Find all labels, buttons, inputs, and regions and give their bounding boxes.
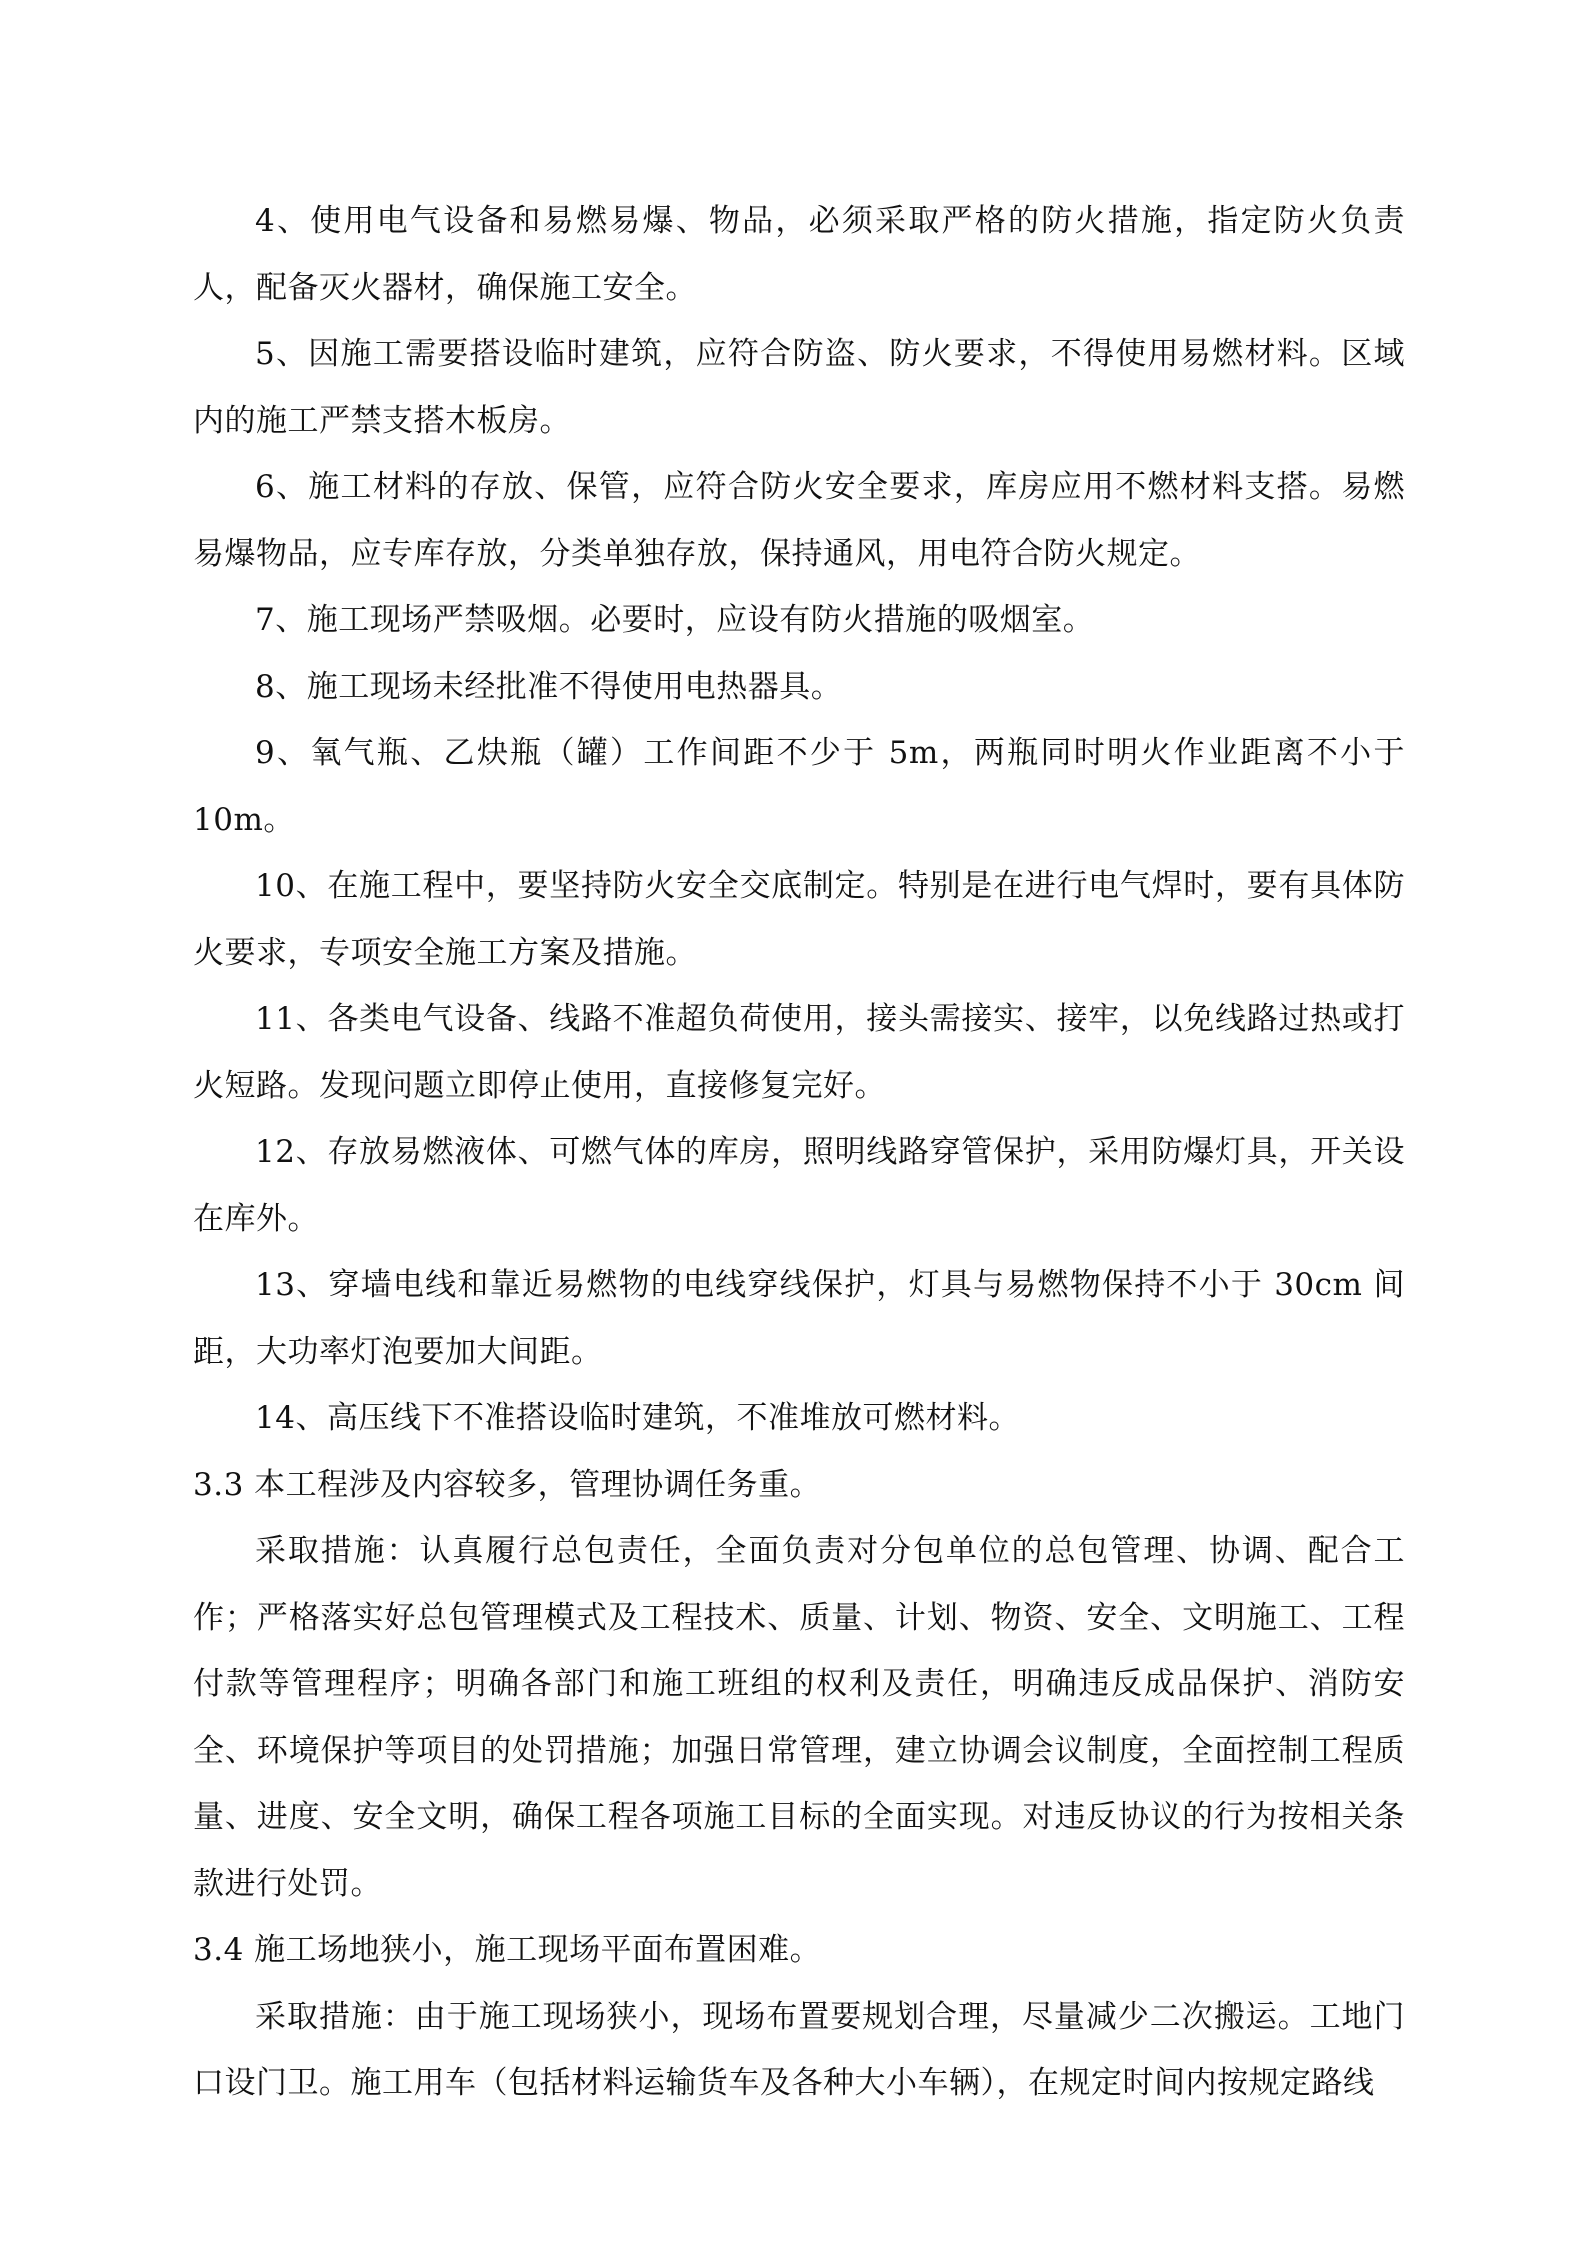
paragraph-fire-item-6: 6、施工材料的存放、保管，应符合防火安全要求，库房应用不燃材料支搭。易燃易爆物品，应专库存放，分类单独存放，保持通风，用电符合防火规定。 xyxy=(193,469,1405,572)
paragraph-fire-item-10: 10、在施工程中，要坚持防火安全交底制定。特别是在进行电气焊时，要有具体防火要求，专项安全施工方案及措施。 xyxy=(193,868,1405,971)
paragraph-fire-item-12: 12、存放易燃液体、可燃气体的库房，照明线路穿管保护，采用防爆灯具，开关设在库外。 xyxy=(193,1134,1405,1237)
paragraph-fire-item-13: 13、穿墙电线和靠近易燃物的电线穿线保护，灯具与易燃物保持不小于 30cm 间距，大功率灯泡要加大间距。 xyxy=(193,1267,1405,1370)
document-page xyxy=(193,188,1405,2117)
paragraph-fire-item-8: 8、施工现场未经批准不得使用电热器具。 xyxy=(255,668,843,705)
paragraph-fire-item-11: 11、各类电气设备、线路不准超负荷使用，接头需接实、接牢，以免线路过热或打火短路。发现问题立即停止使用，直接修复完好。 xyxy=(193,1001,1405,1104)
paragraph-measures-3-4: 采取措施：由于施工现场狭小，现场布置要规划合理，尽量减少二次搬运。工地门口设门卫。施工用车（包括材料运输货车及各种大小车辆），在规定时间内按规定路线 xyxy=(193,1998,1405,2101)
section-heading-3-4: 3.4 施工场地狭小，施工现场平面布置困难。 xyxy=(193,1932,822,1968)
paragraph-fire-item-14: 14、高压线下不准搭设临时建筑，不准堆放可燃材料。 xyxy=(255,1400,1020,1436)
paragraph-fire-item-9: 9、氧气瓶、乙炔瓶（罐）工作间距不少于 5m，两瓶同时明火作业距离不小于 10m。 xyxy=(193,735,1405,838)
paragraph-fire-item-4: 4、使用电气设备和易燃易爆、物品，必须采取严格的防火措施，指定防火负责人，配备灭火器材，确保施工安全。 xyxy=(193,203,1405,306)
section-heading-3-3: 3.3 本工程涉及内容较多，管理协调任务重。 xyxy=(193,1466,822,1503)
paragraph-measures-3-3: 采取措施：认真履行总包责任，全面负责对分包单位的总包管理、协调、配合工作；严格落实好总包管理模式及工程技术、质量、计划、物资、安全、文明施工、工程付款等管理程序；明确各部门和施工班组的权利及责任，明确违反成品保护、消防安全、环境保护等项目的处罚措施；加强日常管理，建立协调会议制度，全面控制工程质量、进度、安全文明，确保工程各项施工目标的全面实现。对违反协议的行为按相关条款进行处罚。 xyxy=(193,1533,1405,1902)
paragraph-fire-item-7: 7、施工现场严禁吸烟。必要时，应设有防火措施的吸烟室。 xyxy=(255,602,1095,638)
paragraph-fire-item-5: 5、因施工需要搭设临时建筑，应符合防盗、防火要求，不得使用易燃材料。区域内的施工严禁支搭木板房。 xyxy=(193,336,1405,439)
